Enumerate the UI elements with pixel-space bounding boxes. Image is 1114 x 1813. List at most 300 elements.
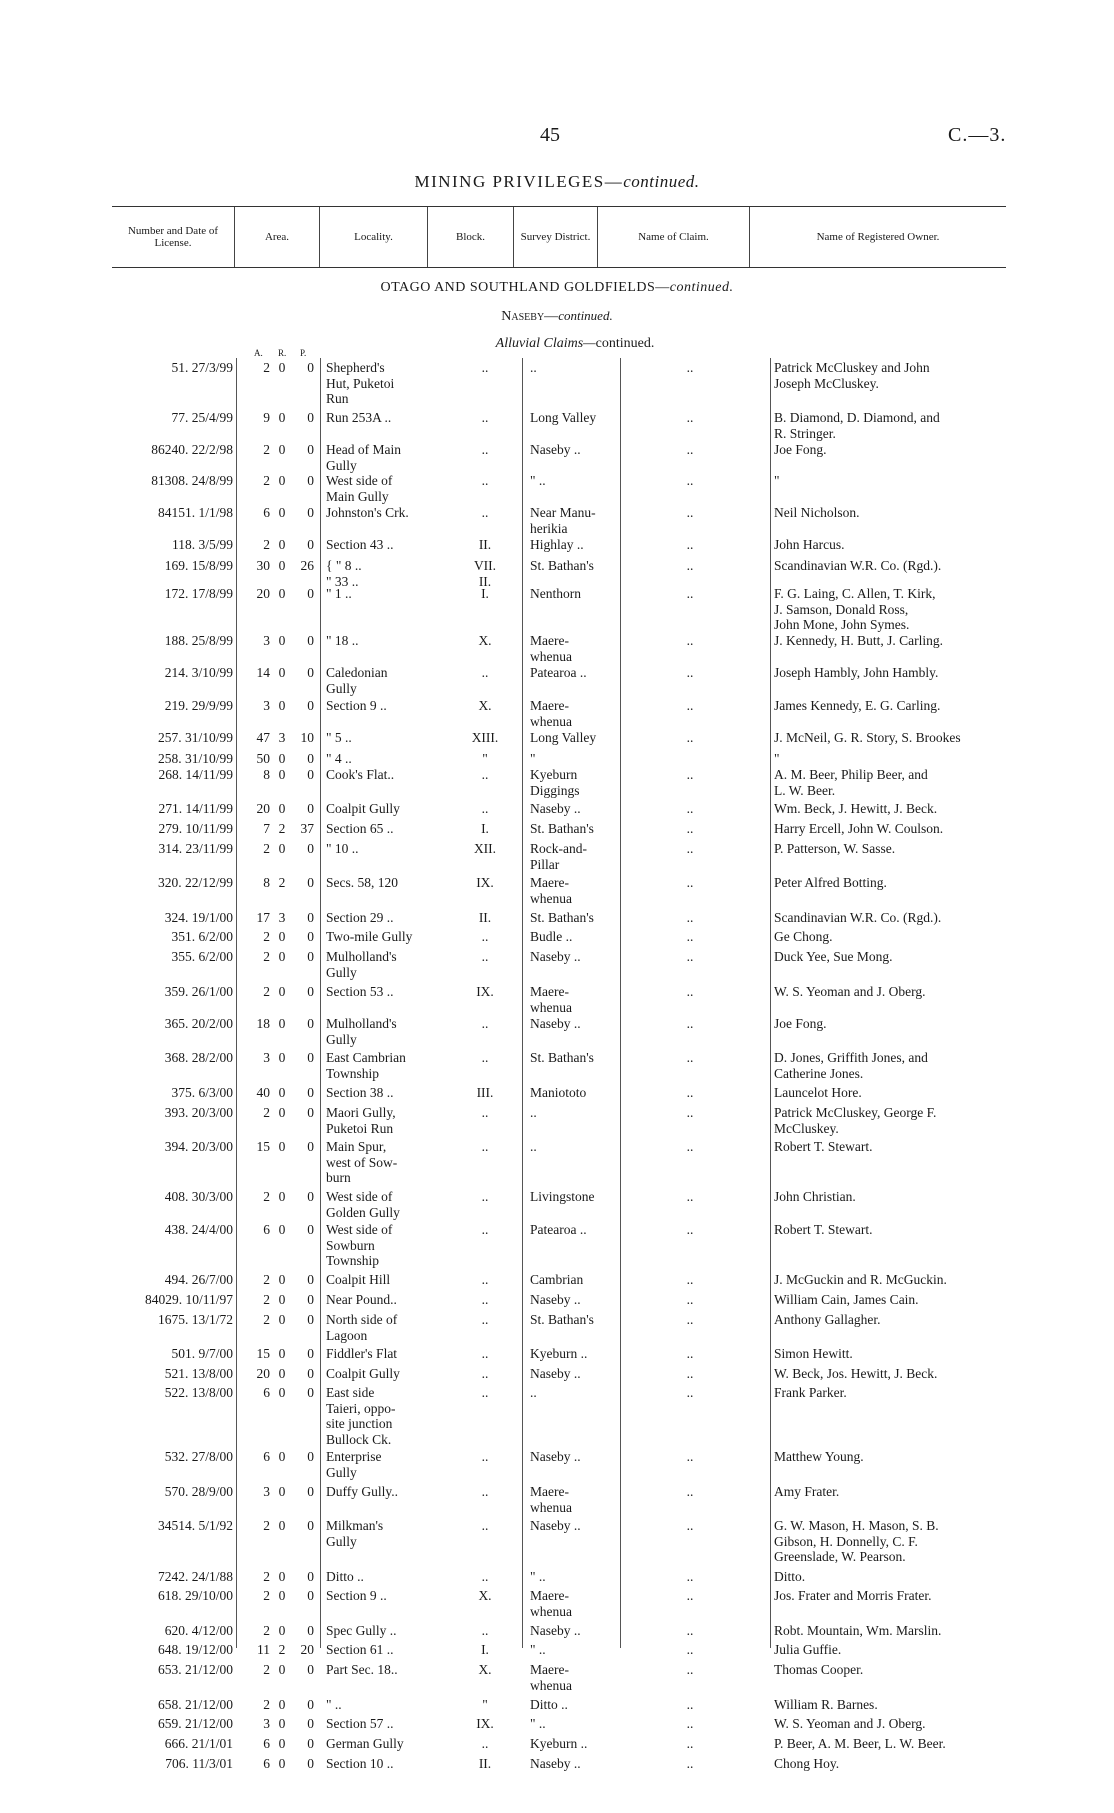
block-cell: .. [481,1518,489,1533]
district-cell: .. [530,1105,537,1120]
district-cell: Naseby .. [530,1623,581,1638]
locality-cell: North side of Lagoon [326,1312,398,1343]
owner-cell: Anthony Gallagher. [774,1312,881,1327]
locality-cell: Head of Main Gully [326,442,401,473]
perches-cell: 0 [307,984,314,999]
column-header-area: Area. [235,207,320,267]
area-unit-roods: R. [278,348,287,358]
perches-cell: 0 [307,910,314,925]
roods-cell: 0 [278,841,286,856]
owner-cell: Joseph Hambly, John Hambly. [774,665,939,680]
acres-cell: 6 [263,1756,270,1771]
claim-name-cell: .. [686,1716,694,1731]
license-cell: 658. 21/12/00 [157,1697,233,1712]
locality-cell: Milkman's Gully [326,1518,384,1549]
locality-cell: Enterprise Gully [326,1449,382,1480]
district-cell: St. Bathan's [530,1312,594,1327]
acres-cell: 20 [256,801,270,816]
owner-cell: D. Jones, Griffith Jones, and Catherine Jones. [774,1050,928,1081]
area-unit-perches: P. [300,348,307,358]
license-cell: 169. 15/8/99 [164,558,233,573]
block-cell: II. [478,537,492,552]
perches-cell: 0 [307,537,314,552]
acres-cell: 8 [263,767,270,782]
acres-cell: 2 [263,1662,270,1677]
roods-cell: 0 [278,929,286,944]
perches-cell: 0 [307,1312,314,1327]
claim-name-cell: .. [686,1736,694,1751]
roods-cell: 0 [278,1292,286,1307]
locality-cell: West side of Golden Gully [326,1189,400,1220]
license-cell: 494. 26/7/00 [164,1272,233,1287]
district-cell: Naseby .. [530,1292,581,1307]
license-cell: 324. 19/1/00 [164,910,233,925]
owner-cell: B. Diamond, D. Diamond, and R. Stringer. [774,410,940,441]
owner-cell: Robert T. Stewart. [774,1139,873,1154]
district-cell: Livingstone [530,1189,595,1204]
perches-cell: 0 [307,1016,314,1031]
claim-name-cell: .. [686,442,694,457]
locality-cell: Mulholland's Gully [326,949,397,980]
district-cell: Naseby .. [530,1449,581,1464]
perches-cell: 0 [307,1085,314,1100]
claim-name-cell: .. [686,1105,694,1120]
license-cell: 268. 14/11/99 [158,767,233,782]
license-cell: 532. 27/8/00 [164,1449,233,1464]
district-cell: Kyeburn .. [530,1736,588,1751]
perches-cell: 0 [307,698,314,713]
perches-cell: 0 [307,767,314,782]
owner-cell: Simon Hewitt. [774,1346,853,1361]
owner-cell: Frank Parker. [774,1385,847,1400]
perches-cell: 0 [307,1716,314,1731]
section-title-italic: continued. [669,280,734,295]
perches-cell: 10 [300,730,314,745]
perches-cell: 0 [307,1346,314,1361]
district-cell: Long Valley [530,410,597,425]
claim-name-cell: .. [686,1756,694,1771]
locality-cell: Coalpit Hill [326,1272,391,1287]
acres-cell: 2 [263,473,270,488]
perches-cell: 0 [307,505,314,520]
district-cell: St. Bathan's [530,910,594,925]
perches-cell: 0 [307,1756,314,1771]
roods-cell: 0 [278,1016,286,1031]
claim-name-cell: .. [686,1588,694,1603]
license-cell: 1675. 13/1/72 [157,1312,233,1327]
locality-cell: Johnston's Crk. [326,505,409,520]
acres-cell: 3 [263,633,270,648]
block-cell: XIII. [471,730,499,745]
license-cell: 314. 23/11/99 [158,841,233,856]
district-cell: Maniototo [530,1085,587,1100]
roods-cell: 0 [278,949,286,964]
district-cell: Ditto .. [530,1697,568,1712]
acres-cell: 3 [263,698,270,713]
district-cell: Nenthorn [530,586,581,601]
license-cell: 648. 19/12/00 [157,1642,233,1657]
roods-cell: 0 [278,505,286,520]
license-cell: 706. 11/3/01 [165,1756,233,1771]
perches-cell: 0 [307,1697,314,1712]
owner-cell: Matthew Young. [774,1449,864,1464]
district-cell: Highlay .. [530,537,584,552]
claim-name-cell: .. [686,984,694,999]
category-rest: continued. [595,336,655,351]
block-cell: .. [481,1050,489,1065]
owner-cell: " [774,751,780,766]
locality-cell: Cook's Flat.. [326,767,395,782]
column-header-owner: Name of Registered Owner. [816,231,940,243]
roods-cell: 0 [278,801,286,816]
district-cell: Naseby .. [530,1366,581,1381]
acres-cell: 2 [263,1312,270,1327]
owner-cell: Patrick McCluskey, George F. McCluskey. [774,1105,937,1136]
district-cell: .. [530,1385,537,1400]
perches-cell: 0 [307,1189,314,1204]
locality-cell: Near Pound.. [326,1292,397,1307]
roods-cell: 0 [278,1312,286,1327]
block-cell: .. [481,801,489,816]
acres-cell: 3 [263,1716,270,1731]
license-cell: 214. 3/10/99 [164,665,233,680]
claim-name-cell: .. [686,505,694,520]
owner-cell: Chong Hoy. [774,1756,840,1771]
owner-cell: " [774,473,780,488]
locality-cell: Section 38 .. [326,1085,394,1100]
acres-cell: 15 [256,1346,270,1361]
license-cell: 375. 6/3/00 [171,1085,233,1100]
owner-cell: Duck Yee, Sue Mong. [774,949,893,964]
roods-cell: 0 [278,665,286,680]
acres-cell: 2 [263,1588,270,1603]
license-cell: 522. 13/8/00 [164,1385,233,1400]
acres-cell: 15 [256,1139,270,1154]
block-cell: III. [476,1085,494,1100]
district-cell: Naseby .. [530,442,581,457]
district-cell: Rock-and- Pillar [530,841,587,872]
owner-cell: J. McNeil, G. R. Story, S. Brookes [774,730,961,745]
block-cell: XII. [473,841,497,856]
locality-cell: Section 57 .. [326,1716,394,1731]
block-cell: .. [481,1272,489,1287]
license-cell: 172. 17/8/99 [164,586,233,601]
block-cell: .. [481,665,489,680]
claim-name-cell: .. [686,1484,694,1499]
acres-cell: 9 [263,410,270,425]
acres-cell: 2 [263,1105,270,1120]
document-code: C.—3. [948,124,1007,146]
block-cell: .. [481,1105,489,1120]
block-cell: IX. [476,984,494,999]
claim-name-cell: .. [686,558,694,573]
claim-name-cell: .. [686,1366,694,1381]
perches-cell: 0 [307,801,314,816]
claim-name-cell: .. [686,1385,694,1400]
acres-cell: 2 [263,1623,270,1638]
acres-cell: 18 [256,1016,270,1031]
roods-cell: 0 [278,473,286,488]
district-cell: Long Valley [530,730,597,745]
roods-cell: 0 [278,1105,286,1120]
claim-name-cell: .. [686,1189,694,1204]
locality-cell: Section 9 .. [326,698,387,713]
claim-name-cell: .. [686,410,694,425]
license-cell: 393. 20/3/00 [164,1105,233,1120]
block-cell: I. [481,1642,489,1657]
acres-cell: 2 [263,1292,270,1307]
locality-cell: Section 9 .. [326,1588,387,1603]
block-cell: " [482,1697,488,1712]
locality-cell: West side of Main Gully [326,473,393,504]
district-italic: continued. [558,308,613,323]
perches-cell: 0 [307,633,314,648]
acres-cell: 2 [263,949,270,964]
license-cell: 320. 22/12/99 [157,875,233,890]
license-cell: 620. 4/12/00 [164,1623,233,1638]
roods-cell: 2 [278,1642,286,1657]
roods-cell: 0 [278,1662,286,1677]
license-cell: 438. 24/4/00 [164,1222,233,1237]
roods-cell: 0 [278,1484,286,1499]
owner-cell: J. McGuckin and R. McGuckin. [774,1272,947,1287]
locality-cell: Section 65 .. [326,821,394,836]
claim-name-cell: .. [686,633,694,648]
acres-cell: 7 [263,821,270,836]
category-italic: Alluvial Claims— [495,336,596,351]
block-cell: II. [478,910,492,925]
perches-cell: 0 [307,1105,314,1120]
perches-cell: 0 [307,1484,314,1499]
owner-cell: Ditto. [774,1569,806,1584]
district-cell: " .. [530,1569,546,1584]
acres-cell: 6 [263,1449,270,1464]
owner-cell: Neil Nicholson. [774,505,860,520]
perches-cell: 0 [307,1385,314,1400]
roods-cell: 0 [278,586,286,601]
license-cell: 359. 26/1/00 [164,984,233,999]
acres-cell: 17 [256,910,270,925]
block-cell: VII. II. [473,558,497,589]
claim-name-cell: .. [686,1346,694,1361]
perches-cell: 0 [307,410,314,425]
owner-cell: F. G. Laing, C. Allen, T. Kirk, J. Samson, Donald Ross, John Mone, John Symes. [774,586,936,632]
acres-cell: 3 [263,1050,270,1065]
block-cell: .. [481,1222,489,1237]
claim-name-cell: .. [686,1016,694,1031]
owner-cell: William Cain, James Cain. [774,1292,919,1307]
column-header-license: Number and Date of License. [112,207,235,267]
block-cell: .. [481,1292,489,1307]
block-cell: .. [481,505,489,520]
license-cell: 618. 29/10/00 [157,1588,233,1603]
roods-cell: 0 [278,698,286,713]
claim-name-cell: .. [686,841,694,856]
owner-cell: Amy Frater. [774,1484,840,1499]
block-cell: .. [481,1449,489,1464]
district-cell: Maere- whenua [530,984,572,1015]
acres-cell: 6 [263,1222,270,1237]
claim-name-cell: .. [686,929,694,944]
block-cell: .. [481,1312,489,1327]
district-cell: Cambrian [530,1272,584,1287]
district-cell: Kyeburn .. [530,1346,588,1361]
column-header-survey-district: Survey District. [514,207,598,267]
district-cell: Maere- whenua [530,1662,572,1693]
perches-cell: 0 [307,1662,314,1677]
owner-cell: Peter Alfred Botting. [774,875,887,890]
perches-cell: 0 [307,586,314,601]
locality-cell: Spec Gully .. [326,1623,397,1638]
owner-cell: Joe Fong. [774,1016,827,1031]
locality-cell: Shepherd's Hut, Puketoi Run [326,360,395,406]
locality-cell: " 4 .. [326,751,352,766]
roods-cell: 0 [278,1736,286,1751]
roods-cell: 0 [278,1623,286,1638]
roods-cell: 0 [278,1569,286,1584]
license-cell: 351. 6/2/00 [171,929,233,944]
owner-cell: Patrick McCluskey and John Joseph McCluskey. [774,360,930,391]
license-cell: 84029. 10/11/97 [144,1292,233,1307]
owner-cell: William R. Barnes. [774,1697,878,1712]
claim-name-cell: .. [686,1222,694,1237]
claim-name-cell: .. [686,360,694,375]
owner-cell: J. Kennedy, H. Butt, J. Carling. [774,633,943,648]
claim-name-cell: .. [686,1292,694,1307]
district-cell: Maere- whenua [530,1588,572,1619]
acres-cell: 8 [263,875,270,890]
district-cell: St. Bathan's [530,1050,594,1065]
claim-name-cell: .. [686,875,694,890]
district-cell: " .. [530,473,546,488]
owner-cell: Robert T. Stewart. [774,1222,873,1237]
district-cell: St. Bathan's [530,821,594,836]
block-cell: .. [481,410,489,425]
acres-cell: 6 [263,1736,270,1751]
perches-cell: 0 [307,1272,314,1287]
district-cell: Naseby .. [530,1756,581,1771]
claim-name-cell: .. [686,1697,694,1712]
roods-cell: 0 [278,1697,286,1712]
district-cell: " .. [530,1716,546,1731]
roods-cell: 0 [278,984,286,999]
column-header-block: Block. [428,207,514,267]
perches-cell: 0 [307,1623,314,1638]
acres-cell: 3 [263,1484,270,1499]
roods-cell: 0 [278,410,286,425]
acres-cell: 2 [263,1518,270,1533]
acres-cell: 11 [257,1642,270,1657]
acres-cell: 40 [256,1085,270,1100]
claim-name-cell: .. [686,665,694,680]
acres-cell: 2 [263,1272,270,1287]
claim-name-cell: .. [686,1085,694,1100]
acres-cell: 2 [263,1569,270,1584]
license-cell: 271. 14/11/99 [158,801,233,816]
perches-cell: 0 [307,841,314,856]
roods-cell: 0 [278,558,286,573]
block-cell: .. [481,360,489,375]
roods-cell: 0 [278,442,286,457]
claim-name-cell: .. [686,1272,694,1287]
acres-cell: 30 [256,558,270,573]
license-cell: 521. 13/8/00 [164,1366,233,1381]
acres-cell: 50 [256,751,270,766]
acres-cell: 2 [263,841,270,856]
locality-cell: Part Sec. 18.. [326,1662,398,1677]
owner-cell: G. W. Mason, H. Mason, S. B. Gibson, H. Donnelly, C. F. Greenslade, W. Pearson. [774,1518,939,1564]
roods-cell: 0 [278,1050,286,1065]
perches-cell: 0 [307,1222,314,1237]
claim-name-cell: .. [686,473,694,488]
locality-cell: Section 53 .. [326,984,394,999]
perches-cell: 0 [307,1366,314,1381]
locality-cell: Secs. 58, 120 [326,875,398,890]
district-cell: Budle .. [530,929,573,944]
roods-cell: 0 [278,1385,286,1400]
perches-cell: 0 [307,751,314,766]
claim-name-cell: .. [686,1312,694,1327]
acres-cell: 2 [263,984,270,999]
claim-name-cell: .. [686,1662,694,1677]
license-cell: 188. 25/8/99 [164,633,233,648]
roods-cell: 3 [278,910,286,925]
block-cell: .. [481,1139,489,1154]
license-cell: 570. 28/9/00 [164,1484,233,1499]
area-unit-acres: A. [254,348,263,358]
roods-cell: 0 [278,751,286,766]
block-cell: .. [481,473,489,488]
owner-cell: Ge Chong. [774,929,833,944]
roods-cell: 0 [278,633,286,648]
locality-cell: " 5 .. [326,730,352,745]
claim-name-cell: .. [686,821,694,836]
claim-name-cell: .. [686,910,694,925]
block-cell: " [482,751,488,766]
block-cell: X. [478,633,492,648]
block-cell: .. [481,1346,489,1361]
locality-cell: Section 43 .. [326,537,394,552]
block-cell: .. [481,442,489,457]
owner-cell: John Christian. [774,1189,856,1204]
claim-name-cell: .. [686,1139,694,1154]
license-cell: 81308. 24/8/99 [151,473,233,488]
locality-cell: Duffy Gully.. [326,1484,398,1499]
roods-cell: 0 [278,767,286,782]
claim-name-cell: .. [686,801,694,816]
block-cell: .. [481,1016,489,1031]
locality-cell: { " 8 .. " 33 .. [326,558,362,589]
roods-cell: 0 [278,1222,286,1237]
roods-cell: 0 [278,537,286,552]
district-cell: St. Bathan's [530,558,594,573]
perches-cell: 0 [307,875,314,890]
district-cell: " .. [530,1642,546,1657]
license-cell: 219. 29/9/99 [164,698,233,713]
column-header-locality: Locality. [320,207,428,267]
district-cell: Maere- whenua [530,875,572,906]
perches-cell: 0 [307,1569,314,1584]
acres-cell: 20 [256,1366,270,1381]
district-cell: Naseby .. [530,1016,581,1031]
perches-cell: 0 [307,473,314,488]
block-cell: .. [481,949,489,964]
roods-cell: 0 [278,1716,286,1731]
owner-cell: Robt. Mountain, Wm. Marslin. [774,1623,942,1638]
owner-cell: Jos. Frater and Morris Frater. [774,1588,932,1603]
claim-name-cell: .. [686,1623,694,1638]
acres-cell: 6 [263,1385,270,1400]
